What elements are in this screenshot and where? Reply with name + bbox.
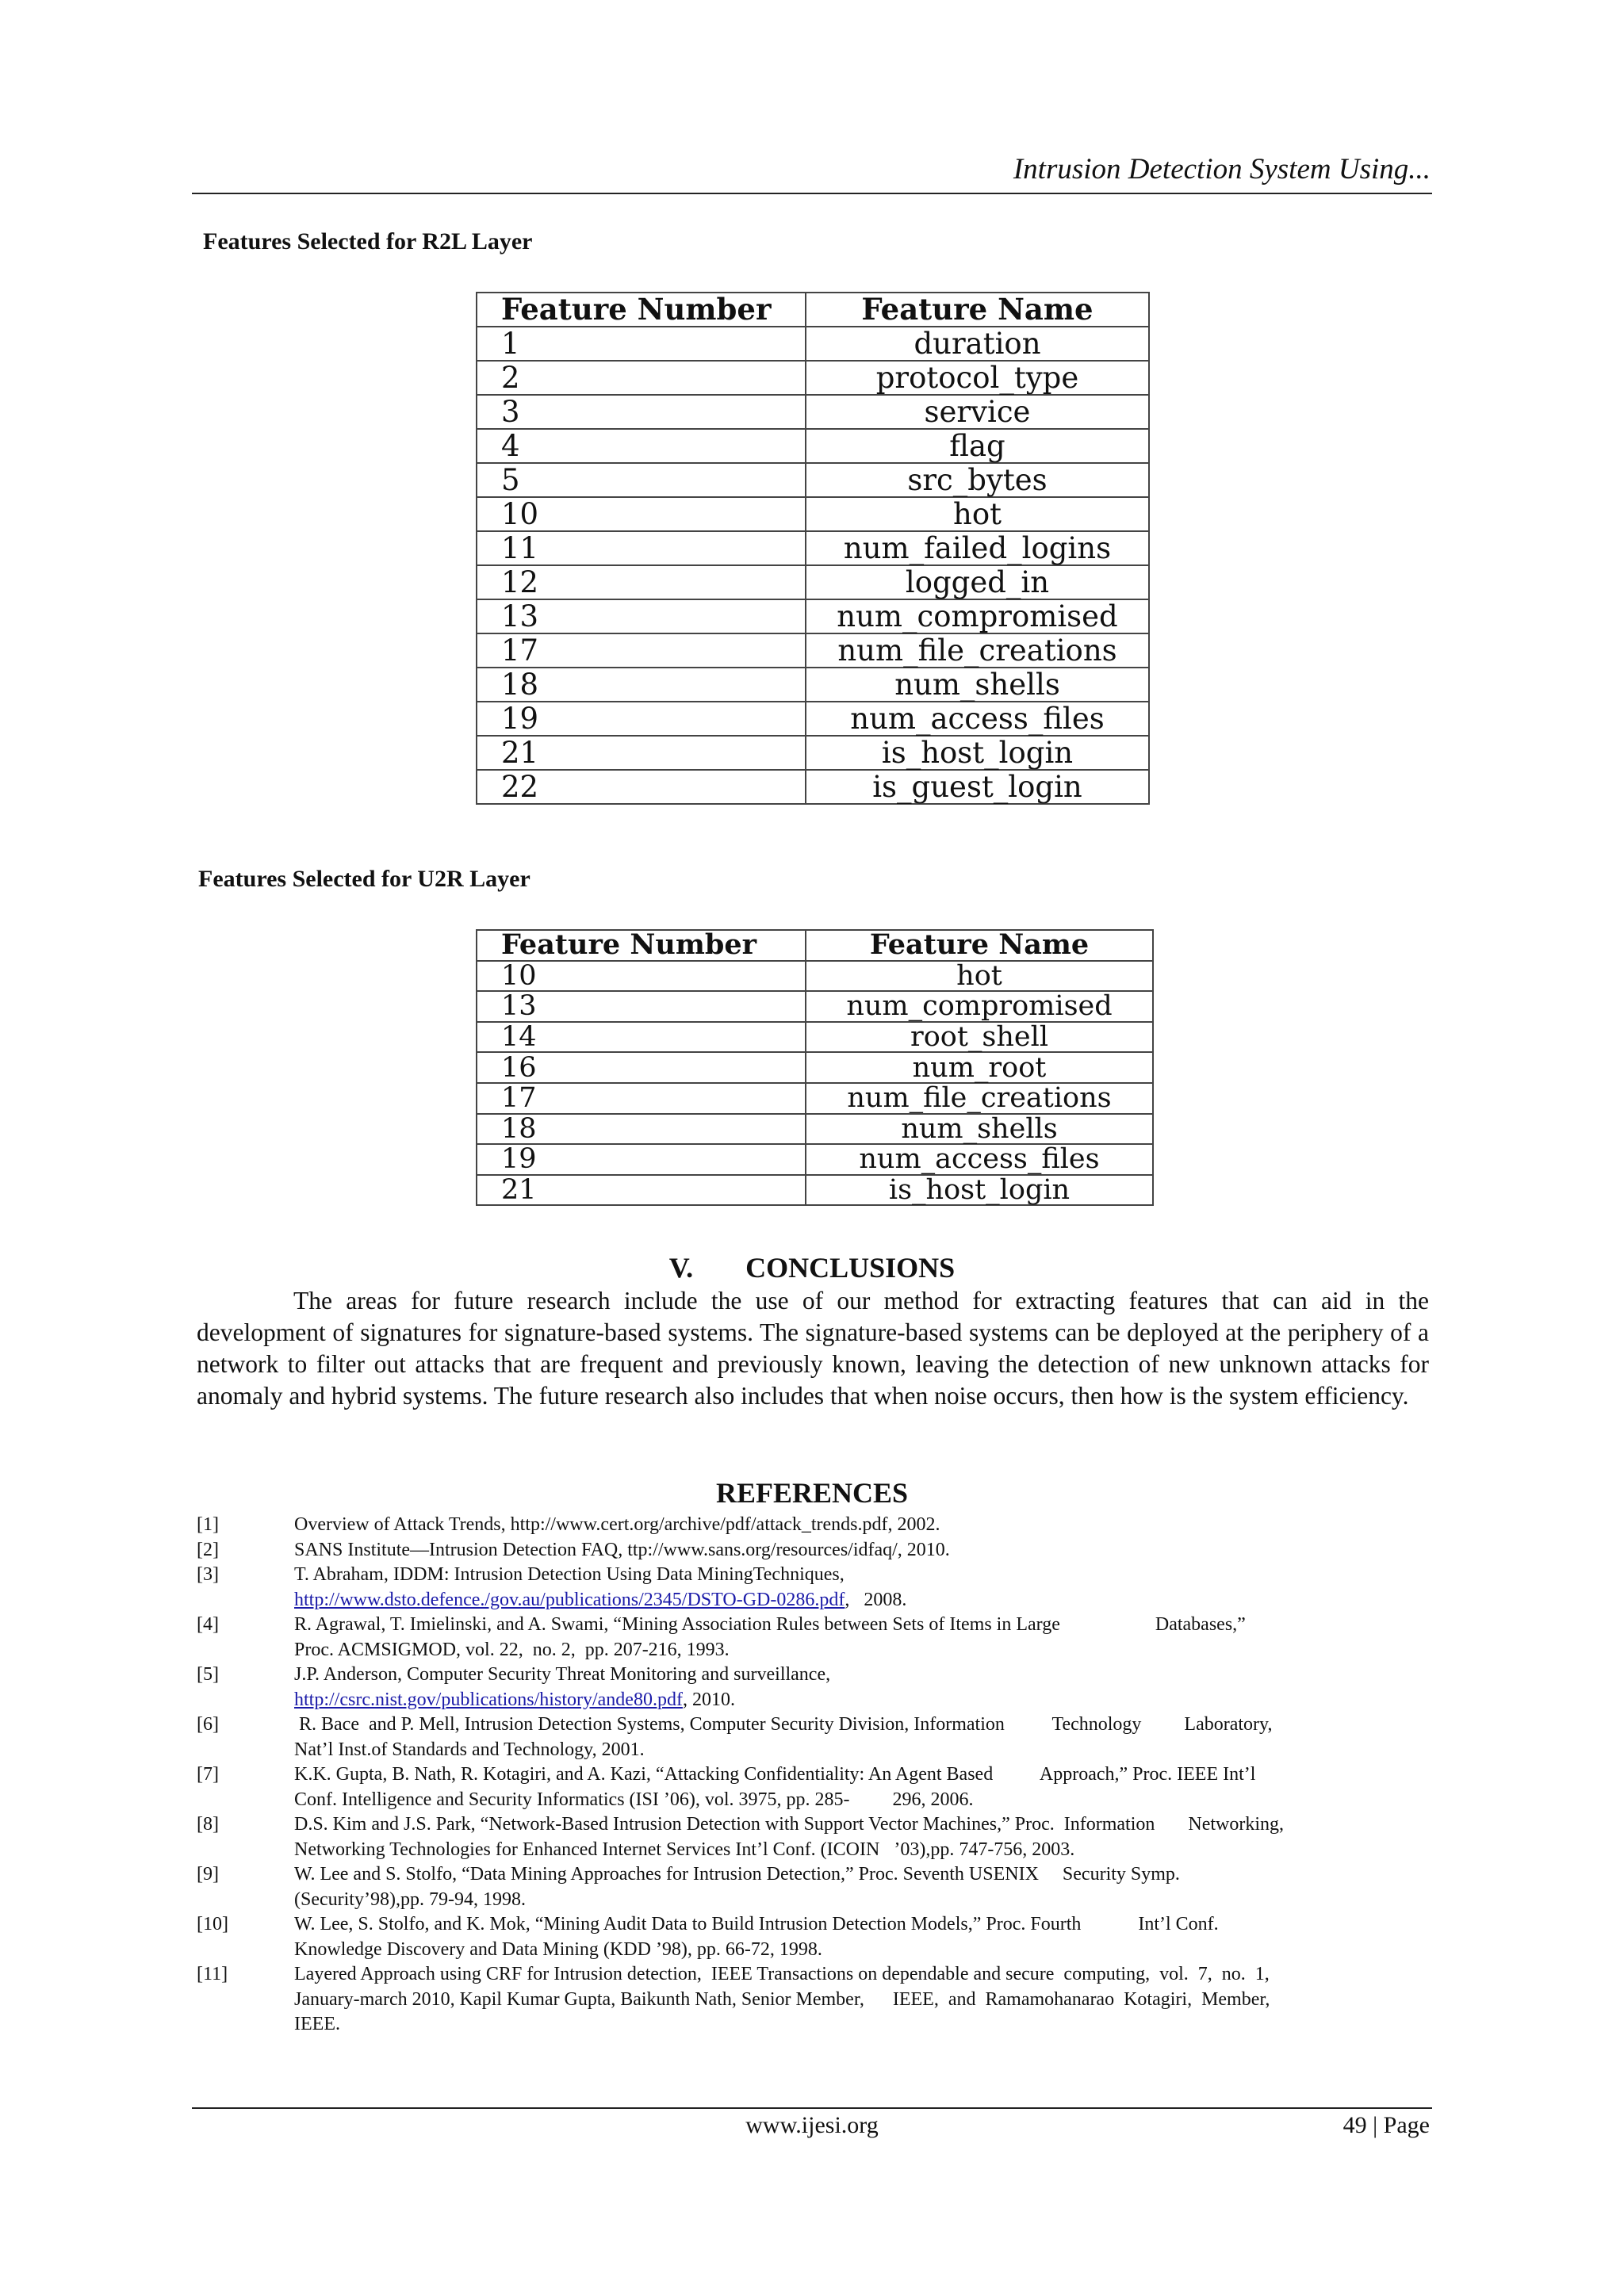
reference-line: D.S. Kim and J.S. Park, “Network-Based Intrusion Detection with Support Vector Machines,” Proc. Information Networking, (294, 1814, 1285, 1835)
feature-name-cell: num_access_files (806, 1144, 1153, 1175)
reference-text (294, 1812, 1431, 1862)
feature-number-cell: 2 (477, 361, 806, 395)
feature-number-cell: 12 (477, 565, 806, 599)
feature-name-cell: num_file_creations (806, 633, 1149, 668)
feature-name-cell: num_shells (806, 668, 1149, 702)
feature-name-cell: protocol_type (806, 361, 1149, 395)
reference-text (294, 1613, 1431, 1663)
table-row (477, 1083, 1153, 1114)
feature-number-cell: 19 (477, 1144, 806, 1175)
u2r-table-label: Features Selected for U2R Layer (198, 866, 530, 892)
feature-name-cell: is_guest_login (806, 770, 1149, 804)
table-row (477, 702, 1149, 736)
footer-page-number: 49 | Page (1342, 2112, 1430, 2138)
reference-line: Knowledge Discovery and Data Mining (KDD ’98), pp. 66-72, 1998. (294, 1938, 822, 1960)
reference-item (197, 1613, 1431, 1663)
reference-link-line (294, 1588, 1431, 1613)
feature-number-cell: 10 (477, 497, 806, 531)
feature-name-cell: hot (806, 497, 1149, 531)
reference-line: Layered Approach using CRF for Intrusion detection, IEEE Transactions on dependable and secure computing, vol. 7, no. 1, (294, 1964, 1270, 1984)
feature-number-cell: 1 (477, 327, 806, 361)
table-row (477, 668, 1149, 702)
feature-name-cell: root_shell (806, 1022, 1153, 1053)
reference-number: [2] (197, 1539, 219, 1560)
feature-name-cell: service (806, 395, 1149, 429)
reference-item (197, 1912, 1431, 1962)
header-divider (192, 193, 1432, 194)
feature-name-cell: num_root (806, 1052, 1153, 1083)
r2l-table-body (477, 327, 1149, 804)
feature-number-cell: 5 (477, 463, 806, 497)
reference-line: T. Abraham, IDDM: Intrusion Detection Using Data MiningTechniques, (294, 1564, 845, 1585)
table-row (477, 531, 1149, 565)
reference-line: K.K. Gupta, B. Nath, R. Kotagiri, and A. Kazi, “Attacking Confidentiality: An Agent Based Approach,” Proc. IEEE Int’l (294, 1764, 1256, 1785)
feature-number-cell: 21 (477, 736, 806, 770)
reference-item (197, 1962, 1431, 2038)
reference-line: W. Lee, S. Stolfo, and K. Mok, “Mining Audit Data to Build Intrusion Detection Models,” Proc. Fourth Int’l Conf. (294, 1914, 1219, 1934)
table-row (477, 497, 1149, 531)
table-row (477, 463, 1149, 497)
feature-number-cell: 18 (477, 668, 806, 702)
conclusions-text: The areas for future research include the use of our method for extracting features that can aid in the development of signatures for signature-based systems. The signature-based systems can be deployed at the periphery of a network to filter out attacks that are frequent and previously known, leaving the detection of new unknown attacks for anomaly and hybrid systems. The future research also includes that when noise occurs, then how is the system efficiency. (197, 1287, 1429, 1410)
feature-number-cell: 14 (477, 1022, 806, 1053)
r2l-table-label: Features Selected for R2L Layer (203, 228, 533, 254)
feature-number-cell: 22 (477, 770, 806, 804)
column-header-feature-name: Feature Name (806, 293, 1149, 327)
feature-name-cell: is_host_login (806, 736, 1149, 770)
feature-number-cell: 4 (477, 429, 806, 463)
feature-name-cell: flag (806, 429, 1149, 463)
footer-website: www.ijesi.org (745, 2112, 879, 2138)
feature-number-cell: 21 (477, 1175, 806, 1206)
reference-number: [6] (197, 1714, 219, 1735)
reference-number: [7] (197, 1764, 219, 1785)
r2l-feature-table (476, 292, 1150, 805)
feature-name-cell: hot (806, 961, 1153, 992)
reference-line: (Security’98),pp. 79-94, 1998. (294, 1888, 526, 1910)
table-row (477, 327, 1149, 361)
reference-text (294, 1912, 1431, 1962)
feature-name-cell: num_access_files (806, 702, 1149, 736)
feature-number-cell: 19 (477, 702, 806, 736)
reference-text (294, 1513, 1431, 1538)
reference-text (294, 1538, 1431, 1563)
table-row (477, 565, 1149, 599)
table-row (477, 770, 1149, 804)
conclusions-paragraph (197, 1285, 1429, 1412)
feature-number-cell: 16 (477, 1052, 806, 1083)
references-heading: REFERENCES (715, 1477, 909, 1509)
table-row (477, 395, 1149, 429)
table-row (477, 633, 1149, 668)
table-row (477, 736, 1149, 770)
reference-number: [8] (197, 1814, 219, 1835)
reference-item (197, 1862, 1431, 1912)
reference-item (197, 1563, 1431, 1613)
table-row (477, 961, 1153, 992)
reference-item (197, 1712, 1431, 1762)
reference-number: [10] (197, 1914, 228, 1934)
reference-link-suffix: , 2010. (682, 1689, 735, 1710)
reference-number: [11] (197, 1964, 228, 1984)
reference-line: R. Bace and P. Mell, Intrusion Detection Systems, Computer Security Division, Information Technology Laboratory, (294, 1714, 1273, 1735)
feature-number-cell: 18 (477, 1114, 806, 1145)
feature-number-cell: 13 (477, 599, 806, 633)
footer-divider (192, 2107, 1432, 2109)
table-row (477, 1022, 1153, 1053)
conclusions-heading (0, 1251, 1624, 1284)
section-title: CONCLUSIONS (745, 1252, 956, 1284)
feature-number-cell: 3 (477, 395, 806, 429)
reference-line: Proc. ACMSIGMOD, vol. 22, no. 2, pp. 207-216, 1993. (294, 1639, 730, 1660)
table-row (477, 1114, 1153, 1145)
feature-name-cell: is_host_login (806, 1175, 1153, 1206)
reference-text (294, 1563, 1431, 1613)
reference-item (197, 1538, 1431, 1563)
table-row (477, 361, 1149, 395)
u2r-feature-table (476, 929, 1154, 1206)
reference-line: Overview of Attack Trends, http://www.cert.org/archive/pdf/attack_trends.pdf, 2002. (294, 1514, 940, 1535)
reference-number: [5] (197, 1664, 219, 1685)
feature-name-cell: logged_in (806, 565, 1149, 599)
reference-line: J.P. Anderson, Computer Security Threat Monitoring and surveillance, (294, 1664, 831, 1685)
table-header-row (477, 293, 1149, 327)
reference-line: R. Agrawal, T. Imielinski, and A. Swami, “Mining Association Rules between Sets of Items in Large Databases,” (294, 1614, 1246, 1635)
table-row (477, 429, 1149, 463)
reference-text (294, 1762, 1431, 1812)
reference-number: [4] (197, 1614, 219, 1635)
feature-name-cell: num_shells (806, 1114, 1153, 1145)
feature-name-cell: num_compromised (806, 599, 1149, 633)
feature-number-cell: 10 (477, 961, 806, 992)
section-number: V. (668, 1252, 694, 1284)
table-header-row (477, 930, 1153, 961)
table-row (477, 599, 1149, 633)
reference-item (197, 1812, 1431, 1862)
table-row (477, 991, 1153, 1022)
feature-name-cell: src_bytes (806, 463, 1149, 497)
reference-number: [1] (197, 1514, 219, 1535)
reference-line: Nat’l Inst.of Standards and Technology, 2001. (294, 1739, 645, 1760)
reference-number: [3] (197, 1564, 219, 1585)
reference-url-link[interactable]: http://csrc.nist.gov/publications/history/ande80.pdf (294, 1689, 683, 1710)
reference-text (294, 1663, 1431, 1712)
reference-text (294, 1962, 1431, 2038)
feature-number-cell: 13 (477, 991, 806, 1022)
feature-name-cell: num_compromised (806, 991, 1153, 1022)
column-header-feature-number: Feature Number (477, 930, 806, 961)
reference-line: IEEE. (294, 2014, 340, 2034)
reference-line: SANS Institute—Intrusion Detection FAQ, ttp://www.sans.org/resources/idfaq/, 2010. (294, 1539, 950, 1560)
reference-url-link[interactable]: http://www.dsto.defence./gov.au/publications/2345/DSTO-GD-0286.pdf (294, 1589, 845, 1610)
feature-name-cell: num_failed_logins (806, 531, 1149, 565)
reference-number: [9] (197, 1864, 219, 1885)
feature-number-cell: 11 (477, 531, 806, 565)
reference-link-suffix: , 2008. (845, 1589, 907, 1610)
reference-item (197, 1762, 1431, 1812)
running-header-title: Intrusion Detection System Using... (1013, 153, 1431, 186)
table-row (477, 1175, 1153, 1206)
reference-line: Conf. Intelligence and Security Informatics (ISI ’06), vol. 3975, pp. 285- 296, 2006. (294, 1789, 974, 1810)
u2r-table-body (477, 961, 1153, 1206)
reference-item (197, 1663, 1431, 1712)
reference-text (294, 1862, 1431, 1912)
reference-item (197, 1513, 1431, 1538)
column-header-feature-name: Feature Name (806, 930, 1153, 961)
table-row (477, 1144, 1153, 1175)
feature-number-cell: 17 (477, 633, 806, 668)
reference-text (294, 1712, 1431, 1762)
feature-name-cell: num_file_creations (806, 1083, 1153, 1114)
reference-line: Networking Technologies for Enhanced Internet Services Int’l Conf. (ICOIN ’03),pp. 747-756, 2003. (294, 1839, 1075, 1860)
reference-line: January-march 2010, Kapil Kumar Gupta, Baikunth Nath, Senior Member, IEEE, and Ramamohanarao Kotagiri, Member, (294, 1988, 1270, 2010)
table-row (477, 1052, 1153, 1083)
reference-link-line (294, 1688, 1431, 1713)
column-header-feature-number: Feature Number (477, 293, 806, 327)
references-list (197, 1513, 1431, 2038)
feature-number-cell: 17 (477, 1083, 806, 1114)
feature-name-cell: duration (806, 327, 1149, 361)
reference-line: W. Lee and S. Stolfo, “Data Mining Approaches for Intrusion Detection,” Proc. Seventh USENIX Security Symp. (294, 1864, 1180, 1885)
